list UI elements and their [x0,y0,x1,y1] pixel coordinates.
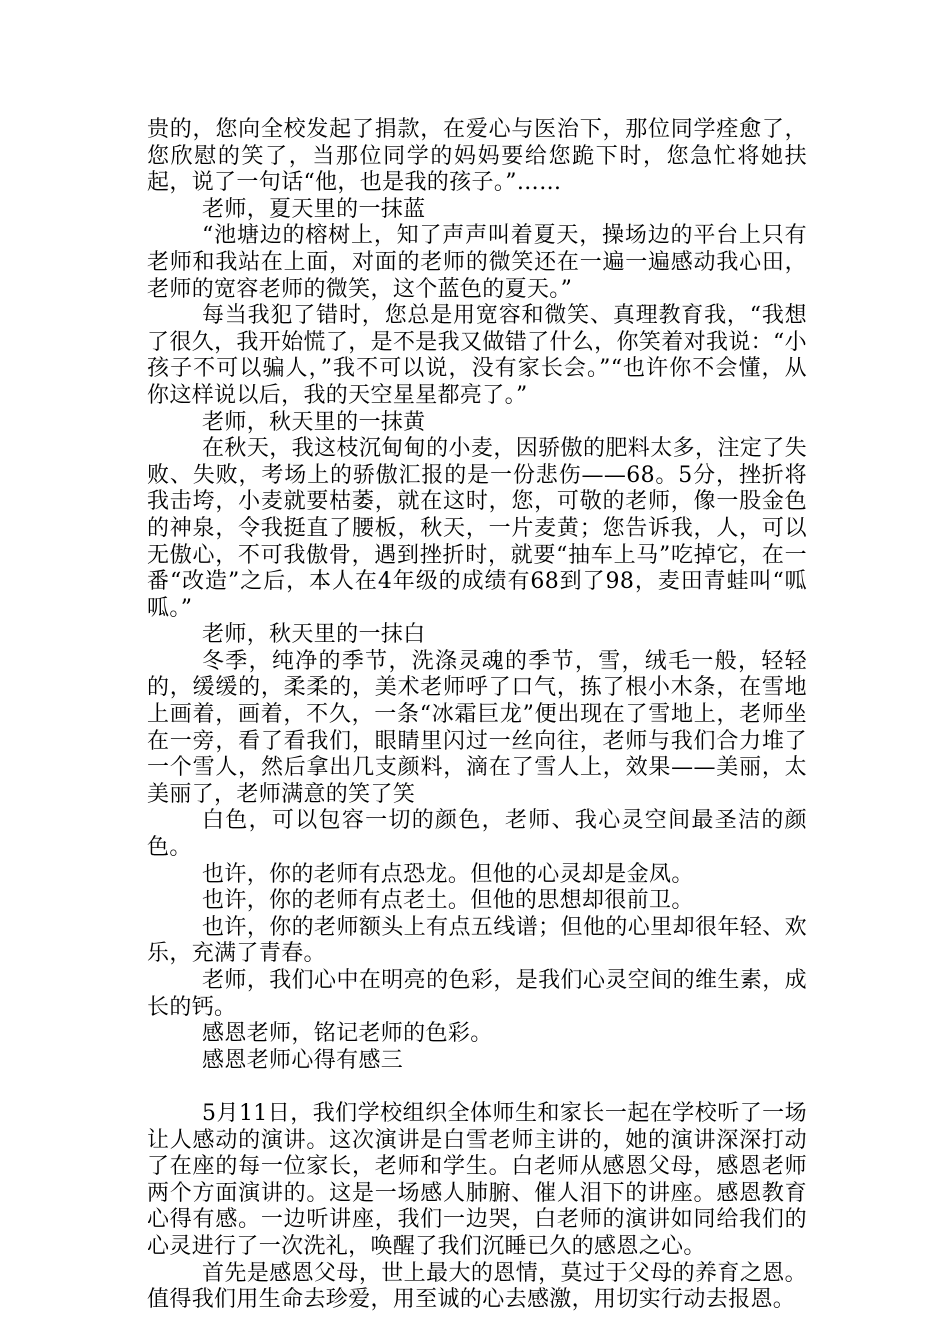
paragraph: 每当我犯了错时，您总是用宽容和微笑、真理教育我，“我想了很久，我开始慌了，是不是我又做错了什么，你笑着对我说：“小孩子不可以骗人，”我不可以说，没有家长会。”“也许你不会懂，从你这样说以后，我的天空星星都亮了。” [147,303,807,408]
paragraph: 老师，夏天里的一抹蓝 [202,196,426,222]
paragraph: 也许，你的老师额头上有点五线谱；但他的心里却很年轻、欢乐，充满了青春。 [147,914,807,967]
paragraph: 白色，可以包容一切的颜色，老师、我心灵空间最圣洁的颜色。 [147,808,807,861]
body-text [147,117,807,1314]
paragraph: 感恩老师心得有感三 [202,1047,404,1073]
paragraph: 5月11日，我们学校组织全体师生和家长一起在学校听了一场让人感动的演讲。这次演讲是白雪老师主讲的，她的演讲深深打动了在座的每一位家长，老师和学生。白老师从感恩父母，感恩老师两个方面演讲的。这是一场感人肺腑、催人泪下的讲座。感恩教育心得有感。一边听讲座，我们一边哭，白老师的演讲如同给我们的心灵进行了一次洗礼，唤醒了我们沉睡已久的感恩之心。 [147,1100,807,1259]
paragraph: 冬季，纯净的季节，洗涤灵魂的季节，雪，绒毛一般，轻轻的，缓缓的，柔柔的，美术老师呼了口气，拣了根小木条，在雪地上画着，画着，不久，一条“冰霜巨龙”便出现在了雪地上，老师坐在一旁，看了看我们，眼睛里闪过一丝向往，老师与我们合力堆了一个雪人，然后拿出几支颜料，滴在了雪人上，效果——美丽，太美丽了，老师满意的笑了笑 [147,648,807,807]
paragraph: 首先是感恩父母，世上最大的恩情，莫过于父母的养育之恩。值得我们用生命去珍爱，用至诚的心去感激，用切实行动去报恩。 [147,1260,807,1313]
paragraph: 感恩老师，铭记老师的色彩。 [202,1021,493,1047]
paragraph: 也许，你的老师有点恐龙。但他的心灵却是金凤。 [202,861,694,887]
paragraph: 老师，我们心中在明亮的色彩，是我们心灵空间的维生素，成长的钙。 [147,968,807,1020]
paragraph: 老师，秋天里的一抹白 [202,622,426,648]
paragraph: 贵的，您向全校发起了捐款，在爱心与医治下，那位同学痊愈了，您欣慰的笑了，当那位同学的妈妈要给您跪下时，您急忙将她扶起，说了一句话“他，也是我的孩子。”…… [147,117,807,196]
paragraph: “池塘边的榕树上，知了声声叫着夏天，操场边的平台上只有老师和我站在上面，对面的老师的微笑还在一遍一遍感动我心田，老师的宽容老师的微笑，这个蓝色的夏天。” [147,223,807,302]
blank-line [147,1074,807,1101]
paragraph: 在秋天，我这枝沉甸甸的小麦，因骄傲的肥料太多，注定了失败、失败，考场上的骄傲汇报的是一份悲伤——68。5分，挫折将我击垮，小麦就要枯萎，就在这时，您，可敬的老师，像一股金色的神泉，令我挺直了腰板，秋天，一片麦黄；您告诉我，人，可以无傲心，不可我傲骨，遇到挫折时，就要“抽车上马”吃掉它，在一番“改造”之后，本人在4年级的成绩有68到了98，麦田青蛙叫“呱呱。” [147,436,807,621]
paragraph: 也许，你的老师有点老土。但他的思想却很前卫。 [202,888,694,914]
paragraph: 老师，秋天里的一抹黄 [202,409,426,435]
